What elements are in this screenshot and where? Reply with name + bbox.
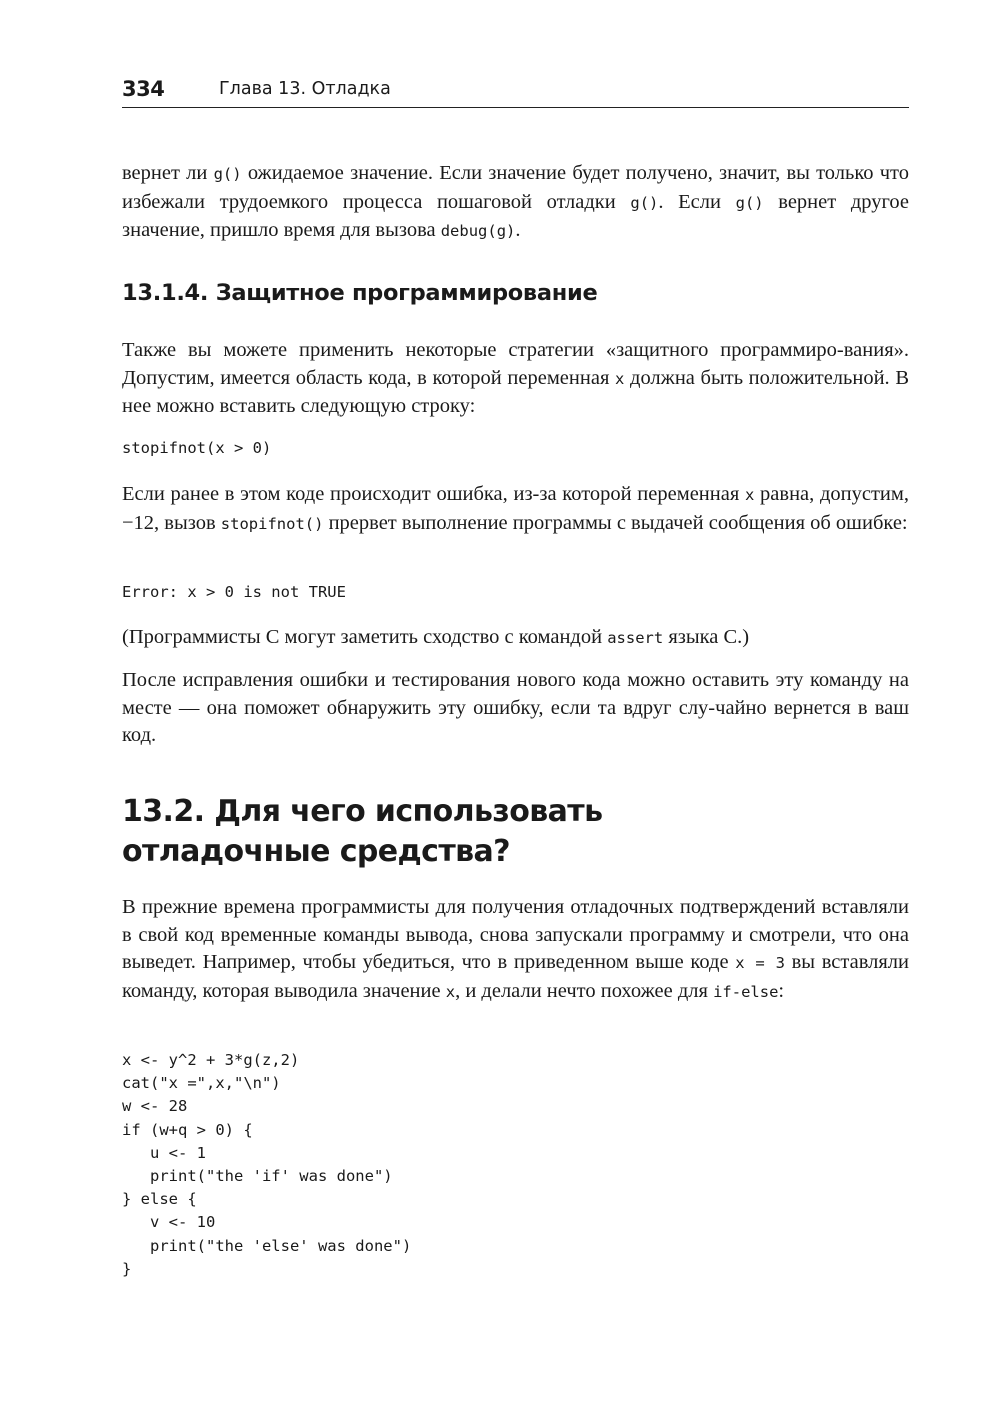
- code-block-example: x <- y^2 + 3*g(z,2) cat("x =",x,"\n") w <- 28 if (w+q > 0) { u <- 1 print("the 'if' was done") } else { v <- 10 print("the 'else' was done") }: [122, 1051, 412, 1278]
- paragraph-defensive: [122, 337, 909, 421]
- running-header: [122, 74, 909, 108]
- inline-code: x = 3: [735, 954, 785, 972]
- inline-code: if-else: [713, 982, 779, 1001]
- text-run: :: [778, 979, 785, 1002]
- page-number: 334: [122, 77, 165, 101]
- text-run: языка C.): [663, 626, 750, 648]
- text-run: прервет выполнение программы с выдачей сообщения об ошибке:: [323, 511, 908, 534]
- text-run: вернет ли: [122, 162, 214, 184]
- section-heading: [122, 792, 602, 872]
- text-run: . Если: [658, 190, 736, 213]
- section-heading-line: 13.2. Для чего использовать: [122, 794, 603, 829]
- paragraph-after-fix: После исправления ошибки и тестирования нового кода можно оставить эту команду на месте — она поможет обнаружить эту ошибку, если та вдруг слу-чайно вернется в ваш код.: [122, 669, 909, 746]
- text-run: .: [515, 219, 521, 241]
- chapter-title: Глава 13. Отладка: [219, 79, 391, 99]
- text-run: (Программисты C могут заметить сходство с командой: [122, 626, 608, 648]
- code-stopifnot: stopifnot(x > 0): [122, 439, 272, 457]
- section-heading-line: отладочные средства?: [122, 834, 510, 869]
- text-run: вернет другое значение, пришло время для вызова: [122, 190, 910, 241]
- text-run: вы вставляли команду, которая выводила значение: [122, 951, 909, 1002]
- inline-code: g(): [735, 193, 764, 212]
- inline-code: stopifnot(): [220, 514, 324, 533]
- paragraph-print-debugging: [122, 894, 909, 1006]
- inline-code: g(): [630, 193, 659, 212]
- paragraph-error-case: [122, 481, 909, 538]
- inline-code: g(): [213, 165, 242, 183]
- inline-code: assert: [607, 629, 664, 647]
- code-error-message: Error: x > 0 is not TRUE: [122, 583, 346, 601]
- subsection-heading: 13.1.4. Защитное программирование: [122, 280, 598, 306]
- text-run: должна быть положительной. В нее можно вставить следующую строку:: [122, 366, 909, 417]
- text-run: В прежние времена программисты для получения отладочных подтверждений вставляли в свой код временные команды вывода, снова запускали программу и смотрели, что она выведет. Например, чтобы убедиться, что в приведенном выше коде: [122, 896, 909, 973]
- inline-code: debug(g): [440, 222, 516, 240]
- inline-code: x: [744, 486, 755, 504]
- text-run: равна, допустим, −12, вызов: [122, 483, 909, 534]
- inline-code: x: [445, 982, 456, 1001]
- inline-code: x: [615, 369, 625, 388]
- text-run: ожидаемое значение. Если значение будет получено, значит, вы только что избежали трудоемкого процесса пошаговой отладки: [122, 162, 910, 213]
- text-run: , и делали нечто похожее для: [455, 979, 714, 1002]
- paragraph-g-check: [122, 160, 909, 246]
- paragraph-assert-note: [122, 624, 909, 653]
- text-run: Также вы можете применить некоторые стратегии «защитного программиро-вания». Допустим, имеется область кода, в которой переменная: [122, 339, 909, 389]
- text-run: Если ранее в этом коде происходит ошибка, из-за которой переменная: [122, 483, 745, 505]
